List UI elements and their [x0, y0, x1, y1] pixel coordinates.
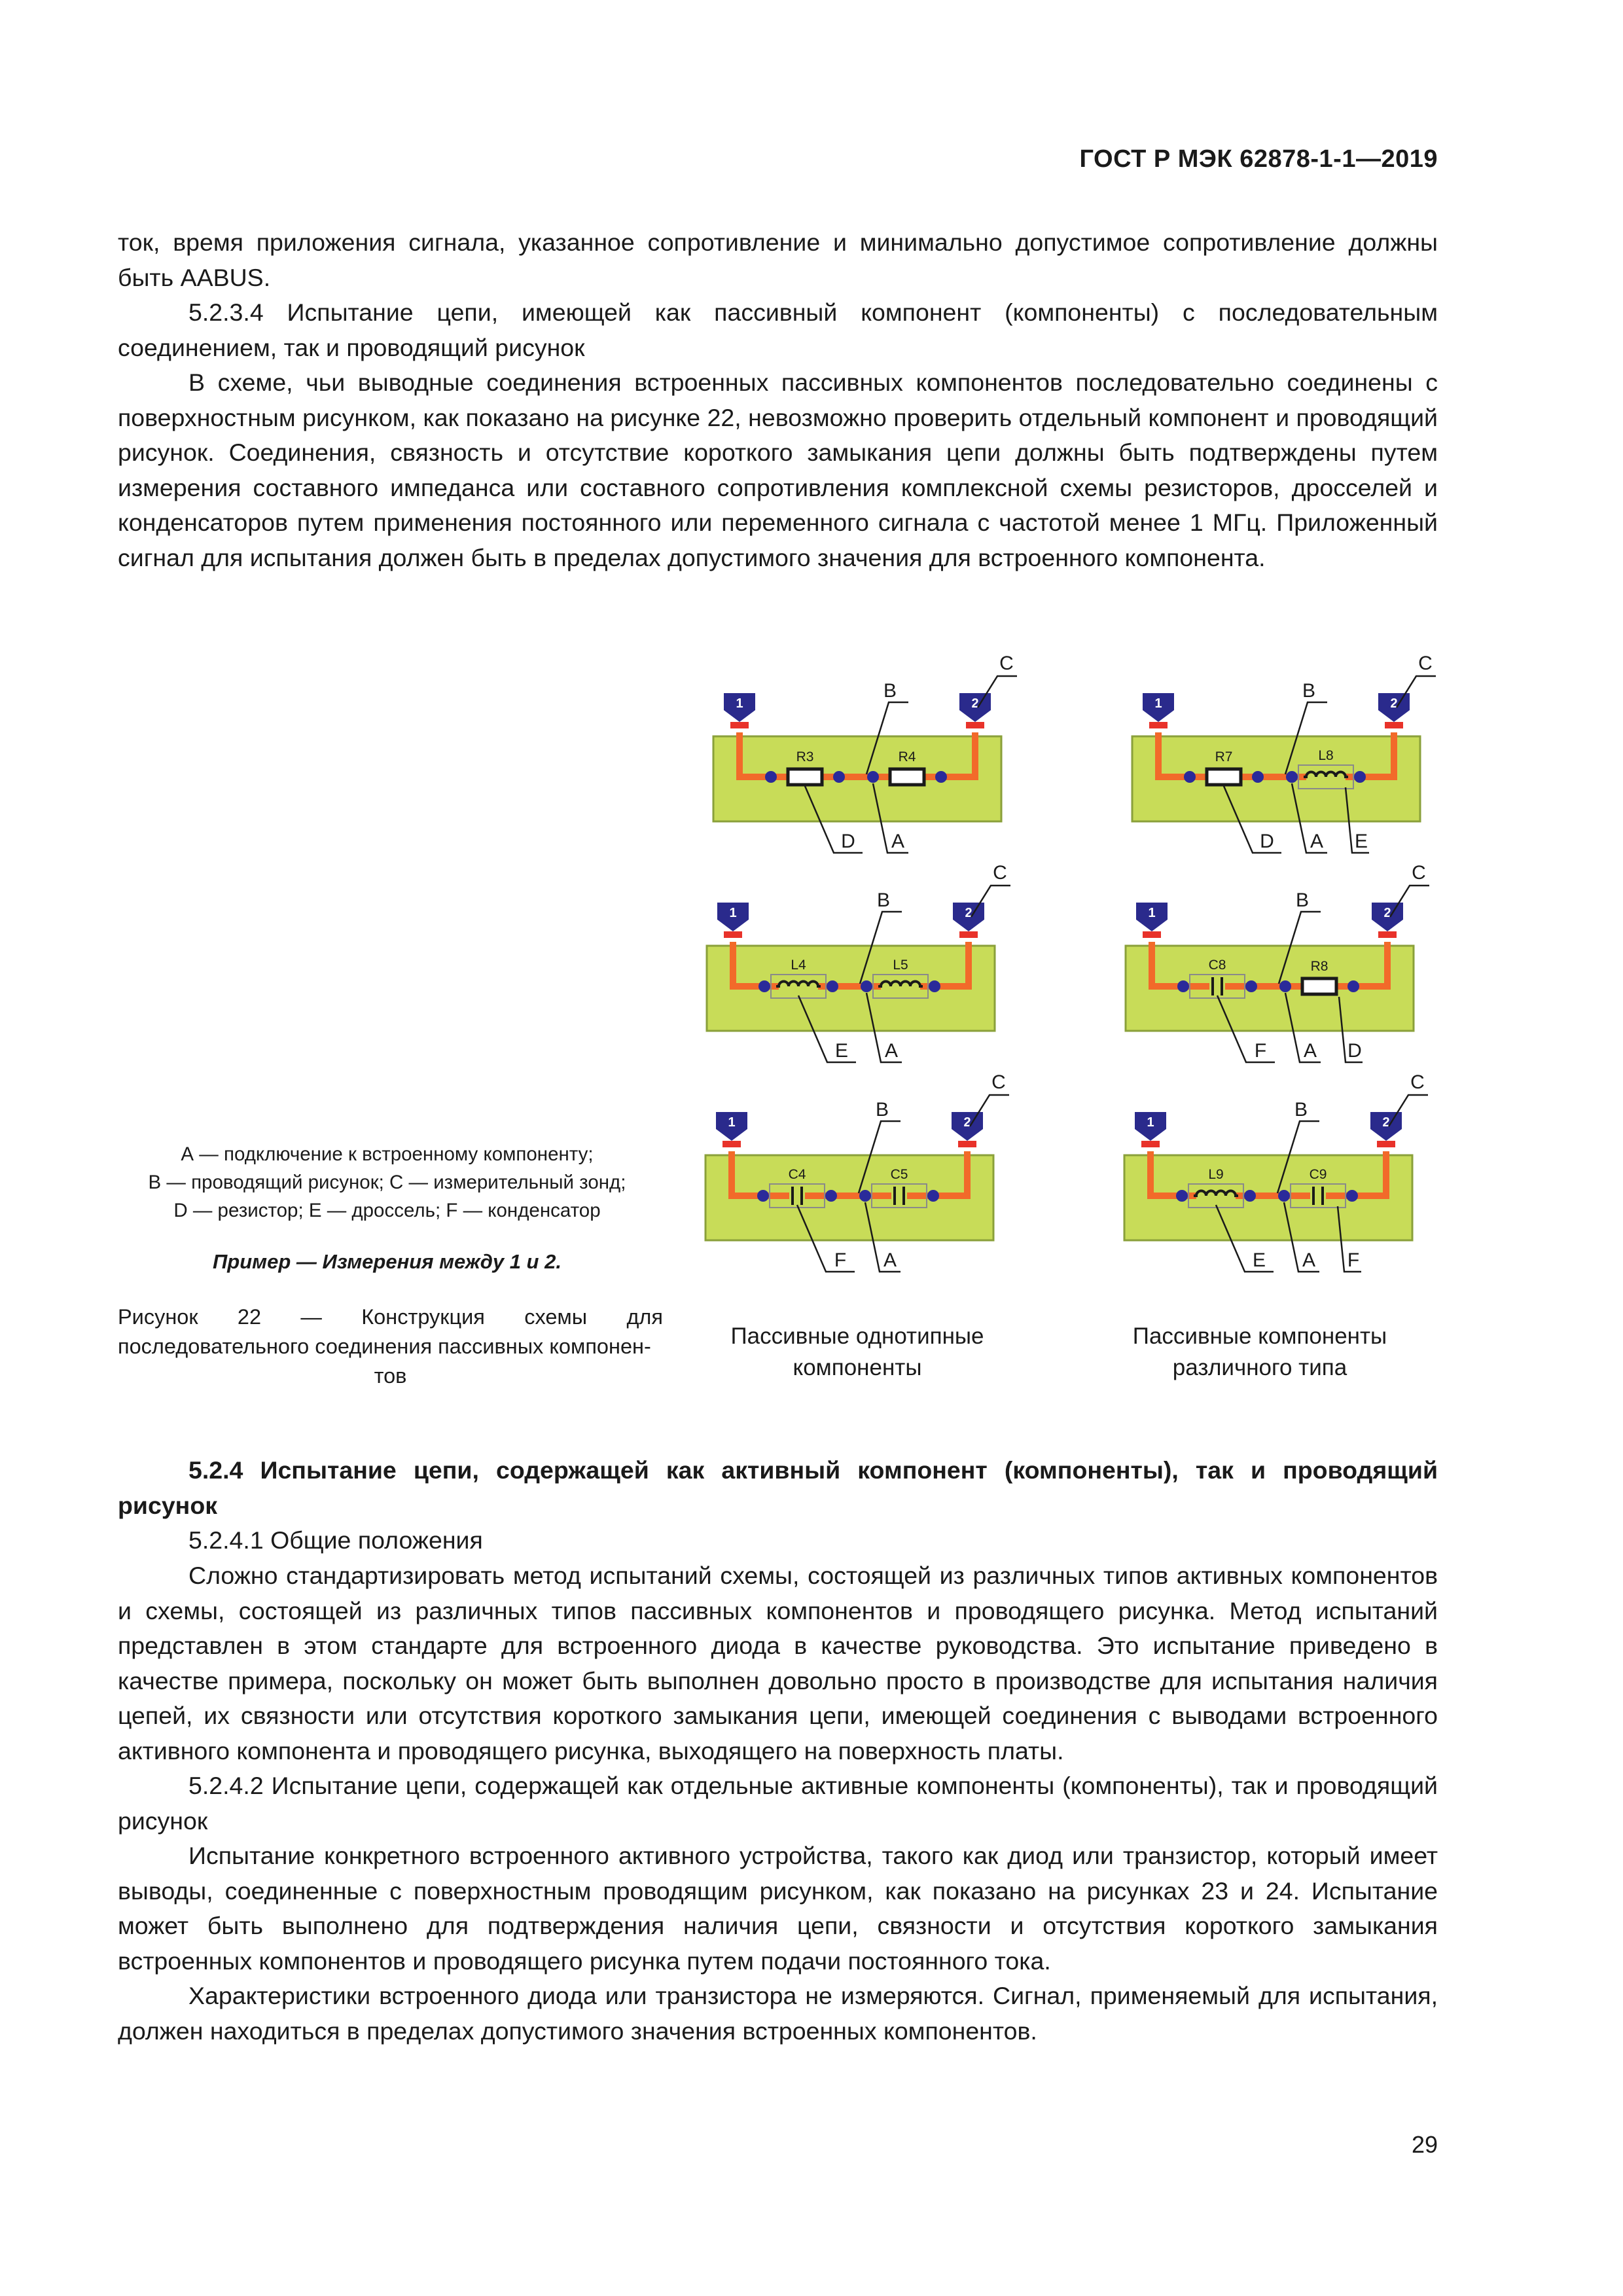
connection-node — [833, 771, 845, 783]
circuit-diagram — [713, 653, 1017, 853]
section-heading-5-2-4-2: 5.2.4.2 Испытание цепи, содержащей как отдельные активные компоненты (компоненты), так и проводящий рисунок — [118, 1772, 1438, 1835]
component-label: C9 — [1309, 1167, 1327, 1182]
column-label-same-type — [687, 1321, 1027, 1384]
probe-1 — [717, 903, 749, 938]
connection-node — [859, 1190, 871, 1202]
connection-node — [827, 980, 838, 992]
probe-number: 1 — [1148, 906, 1156, 920]
probe-number: 2 — [963, 1115, 971, 1130]
component-label: L4 — [791, 958, 806, 973]
paragraph: ток, время приложения сигнала, указанное сопротивление и минимально допустимое сопротивление должны быть AABUS. — [118, 228, 1438, 291]
callout-a: A — [1310, 831, 1324, 852]
probe-number: 1 — [1154, 696, 1162, 711]
probe-tip — [1378, 931, 1397, 938]
column-label-same-type-line2: компоненты — [793, 1355, 922, 1380]
connection-node — [861, 980, 872, 992]
callout-ref: F — [1347, 1249, 1360, 1271]
circuit-diagram — [705, 1071, 1009, 1272]
column-label-different-type-line1: Пассивные компоненты — [1132, 1323, 1387, 1349]
probe-1 — [1136, 903, 1168, 938]
probe-number: 2 — [1390, 696, 1398, 711]
figure-caption-main: Рисунок 22 — Конструкция схемы для последовательного соединения пассивных компонен- — [118, 1305, 663, 1358]
connection-node — [935, 771, 947, 783]
callout-c: C — [1410, 1071, 1425, 1093]
probe-2 — [1372, 903, 1403, 938]
component-label: C5 — [890, 1167, 908, 1182]
column-label-different-type-line2: различного типа — [1172, 1355, 1347, 1380]
callout-ref: E — [1252, 1249, 1266, 1271]
figure-22-diagram — [687, 632, 1440, 1365]
callout-a: A — [1302, 1249, 1316, 1271]
probe-tip — [1149, 722, 1168, 728]
paragraph: Характеристики встроенного диода или транзистора не измеряются. Сигнал, применяемый для испытания, должен находиться в пределах допустимого значения встроенных компонентов. — [118, 1982, 1438, 2045]
component-label: R3 — [796, 749, 814, 764]
paragraph: Испытание конкретного встроенного активного устройства, такого как диод или транзистор, который имеет выводы, соединенные с поверхностным проводящим рисунком, как показано на рисунках 23 и 24. Испытание может быть выполнено для подтверждения наличия цепи, связности и отсутствия короткого замыкания встроенных компонентов и проводящего рисунка путем подачи постоянного тока. — [118, 1842, 1438, 1975]
callout-b: B — [883, 680, 897, 702]
connection-node — [929, 980, 940, 992]
connection-node — [825, 1190, 837, 1202]
connection-node — [1245, 980, 1257, 992]
connection-node — [757, 1190, 769, 1202]
probe-tip — [724, 931, 742, 938]
connection-node — [1252, 771, 1264, 783]
connection-node — [927, 1190, 939, 1202]
paragraph: Сложно стандартизировать метод испытаний схемы, состоящей из различных типов активных компонентов и схемы, состоящей из различных типов пассивных компонентов и проводящего рисунка. Метод испытаний представлен в этом стандарте для встроенного диода в качестве руководства. Это испытание приведено в качестве примера, поскольку он может быть выполнен довольно просто в производстве для испытания наличия цепей, их связности или отсутствия короткого замыкания цепи, имеющей соединения с выводами встроенного активного компонента и проводящего рисунка, выходящего на поверхность платы. — [118, 1562, 1438, 1765]
circuit-diagram — [707, 862, 1010, 1062]
callout-b: B — [876, 889, 891, 911]
connection-node — [765, 771, 777, 783]
probe-number: 2 — [1382, 1115, 1390, 1130]
probe-number: 1 — [1147, 1115, 1154, 1130]
connection-node — [1286, 771, 1298, 783]
probe-number: 2 — [971, 696, 979, 711]
callout-c: C — [999, 653, 1014, 674]
probe-2 — [959, 693, 991, 728]
connection-node — [1347, 980, 1359, 992]
component-label: L8 — [1318, 748, 1334, 763]
circuit-diagram — [1132, 653, 1436, 853]
callout-ref: E — [834, 1040, 849, 1062]
connection-node — [1346, 1190, 1358, 1202]
callout-ref: D — [1347, 1040, 1362, 1062]
callout-a: A — [884, 1040, 899, 1062]
connection-node — [1244, 1190, 1256, 1202]
callout-c: C — [1412, 862, 1426, 884]
probe-1 — [1143, 693, 1174, 728]
probe-number: 1 — [728, 1115, 736, 1130]
resistor-symbol — [788, 769, 822, 785]
resistor-symbol — [1207, 769, 1241, 785]
probe-1 — [1135, 1112, 1166, 1147]
callout-c: C — [1418, 653, 1433, 674]
probe-tip — [966, 722, 984, 728]
section-heading-5-2-4: 5.2.4 Испытание цепи, содержащей как активный компонент (компоненты), так и проводящий рисунок — [118, 1456, 1438, 1519]
callout-a: A — [883, 1249, 897, 1271]
probe-number: 2 — [1383, 906, 1391, 920]
probe-tip — [1141, 1141, 1160, 1147]
section-heading-5-2-4-1: 5.2.4.1 Общие положения — [188, 1526, 483, 1554]
component-label: R7 — [1215, 749, 1233, 764]
callout-a: A — [1303, 1040, 1317, 1062]
figure-example: Пример — Измерения между 1 и 2. — [213, 1250, 562, 1273]
connection-node — [758, 980, 770, 992]
probe-tip — [722, 1141, 741, 1147]
connection-node — [1184, 771, 1196, 783]
component-label: R8 — [1310, 959, 1329, 974]
callout-b: B — [1294, 1099, 1308, 1121]
callout-ref: F — [1254, 1040, 1267, 1062]
resistor-symbol — [890, 769, 924, 785]
callout-b: B — [1302, 680, 1316, 702]
probe-tip — [1143, 931, 1161, 938]
document-header: ГОСТ Р МЭК 62878-1-1—2019 — [1079, 145, 1438, 173]
probe-tip — [959, 931, 978, 938]
legend-line-1: А — подключение к встроенному компоненту; — [181, 1143, 594, 1165]
probe-1 — [724, 693, 755, 728]
component-label: C4 — [788, 1167, 806, 1182]
probe-number: 1 — [729, 906, 737, 920]
callout-c: C — [991, 1071, 1006, 1093]
callout-ref: F — [834, 1249, 847, 1271]
probe-tip — [958, 1141, 976, 1147]
probe-2 — [1370, 1112, 1402, 1147]
resistor-symbol — [1302, 978, 1336, 994]
connection-node — [1279, 980, 1291, 992]
callout-ref: D — [1260, 831, 1274, 852]
callout-b: B — [1295, 889, 1310, 911]
callout-ref: D — [841, 831, 855, 852]
callout-c: C — [993, 862, 1007, 884]
component-label: L5 — [893, 958, 908, 973]
column-label-same-type-line1: Пассивные однотипные — [730, 1323, 984, 1349]
figure-caption — [118, 1302, 663, 1391]
callout-a: A — [891, 831, 905, 852]
page-number: 29 — [1411, 2131, 1438, 2158]
probe-number: 2 — [965, 906, 972, 920]
probe-tip — [1377, 1141, 1395, 1147]
callout-ref: E — [1354, 831, 1368, 852]
connection-node — [1354, 771, 1366, 783]
component-label: L9 — [1208, 1167, 1224, 1182]
component-label: C8 — [1208, 958, 1226, 973]
legend-line-2: B — проводящий рисунок; C — измерительный зонд; — [148, 1172, 626, 1193]
probe-2 — [953, 903, 984, 938]
circuit-diagram — [1124, 1071, 1428, 1272]
connection-node — [867, 771, 879, 783]
probe-tip — [730, 722, 749, 728]
paragraph: В схеме, чьи выводные соединения встроенных пассивных компонентов последовательно соединены с поверхностным рисунком, как показано на рисунке 22, невозможно проверить отдельный компонент и проводящий рисунок. Соединения, связность и отсутствие короткого замыкания цепи должны быть подтверждены путем измерения составного импеданса или составного сопротивления комплексной схемы резисторов, дросселей и конденсаторов путем применения постоянного или переменного сигнала с частотой менее 1 МГц. Приложенный сигнал для испытания должен быть в пределах допустимого значения для встроенного компонента. — [118, 368, 1438, 571]
component-label: R4 — [898, 749, 916, 764]
probe-tip — [1385, 722, 1403, 728]
column-label-different-type — [1090, 1321, 1430, 1384]
connection-node — [1176, 1190, 1188, 1202]
callout-b: B — [875, 1099, 889, 1121]
legend-line-3: D — резистор; E — дроссель; F — конденсатор — [173, 1200, 601, 1221]
section-heading-5-2-3-4: 5.2.3.4 Испытание цепи, имеющей как пассивный компонент (компоненты) с последовательным соединением, так и проводящий рисунок — [118, 298, 1438, 361]
probe-2 — [952, 1112, 983, 1147]
probe-2 — [1378, 693, 1410, 728]
figure-caption-end: тов — [374, 1364, 407, 1388]
probe-1 — [716, 1112, 747, 1147]
probe-number: 1 — [736, 696, 743, 711]
connection-node — [1177, 980, 1189, 992]
circuit-diagram — [1126, 862, 1429, 1062]
connection-node — [1278, 1190, 1290, 1202]
